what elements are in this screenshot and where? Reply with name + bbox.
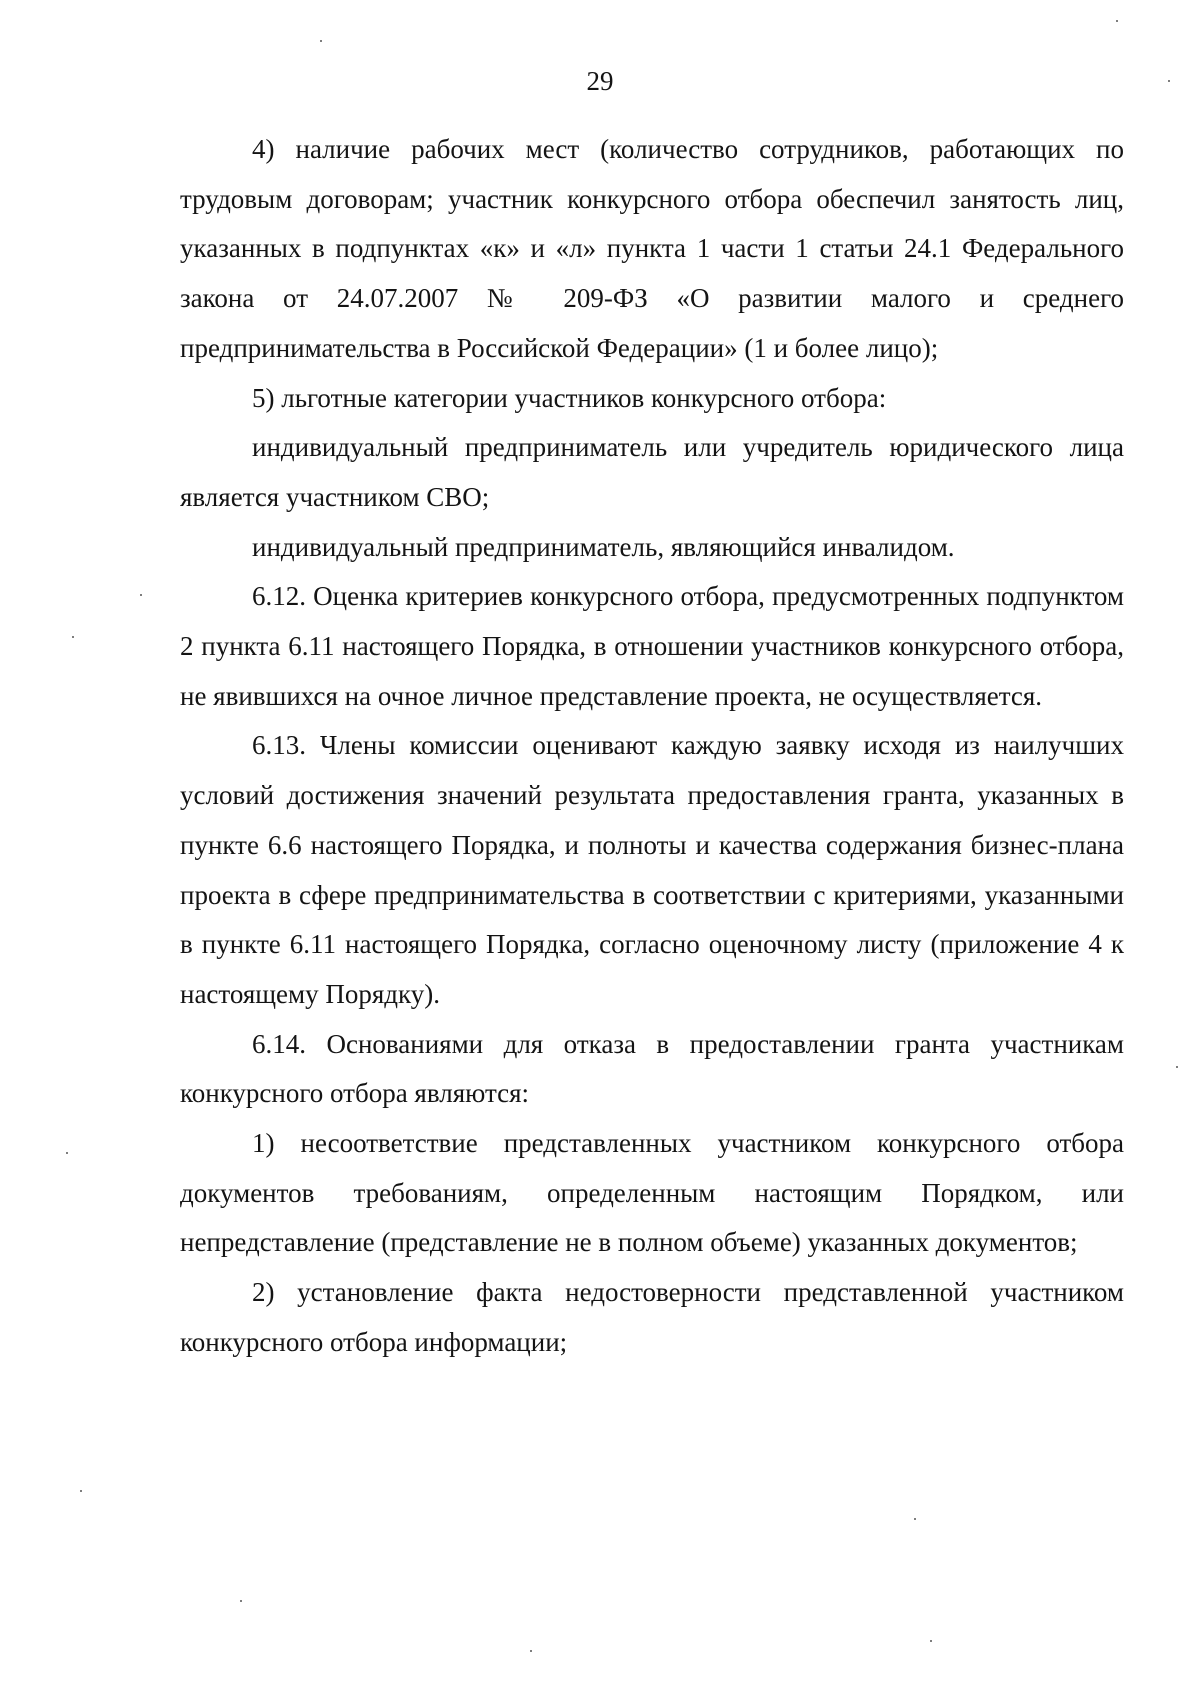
scan-speck [930,1640,932,1642]
page-number: 29 [586,66,614,96]
scan-speck [140,594,142,596]
paragraph-item-5-preferential-categories: 5) льготные категории участников конкурсного отбора: [252,382,887,413]
scan-speck [80,1490,82,1492]
scan-speck [1116,20,1118,22]
paragraph-item-4-workplaces: 4) наличие рабочих мест (количество сотрудников, работающих по трудовым договорам; участник конкурсного отбора обеспечил занятость лиц, указанных в подпунктах «к» и «л» пункта 1 части 1 статьи 24.1 Федерального закона от 24.07.2007 № 209-ФЗ «О развитии малого и среднего предпринимательства в Российской Федерации» (1 и более лицо); [180,134,1124,363]
paragraph-6-13: 6.13. Члены комиссии оценивают каждую заявку исходя из наилучших условий достижения значений результата предоставления гранта, указанных в пункте 6.6 настоящего Порядка, и полноты и качества содержания бизнес-плана проекта в сфере предпринимательства в соответствии с критериями, указанными в пункте 6.11 настоящего Порядка, согласно оценочному листу (приложение 4 к настоящему Порядку). [180,730,1124,1009]
scan-speck [320,40,322,42]
scan-speck [1176,1066,1178,1068]
paragraph-svo-participant: индивидуальный предприниматель или учредитель юридического лица является участником СВО; [180,432,1124,512]
scan-speck [914,1518,916,1520]
paragraph-refusal-ground-2: 2) установление факта недостоверности представленной участником конкурсного отбора информации; [180,1277,1124,1357]
paragraph-6-12: 6.12. Оценка критериев конкурсного отбора, предусмотренных подпунктом 2 пункта 6.11 настоящего Порядка, в отношении участников конкурсного отбора, не явившихся на очное личное представление проекта, не осуществляется. [180,581,1124,711]
document-body [180,125,1124,1368]
scan-speck [530,1650,532,1652]
scan-speck [240,1600,242,1602]
scan-speck [66,1152,68,1154]
paragraph-disabled-entrepreneur: индивидуальный предприниматель, являющийся инвалидом. [252,531,955,562]
paragraph-refusal-ground-1: 1) несоответствие представленных участником конкурсного отбора документов требованиям, определенным настоящим Порядком, или непредставление (представление не в полном объеме) указанных документов; [180,1128,1124,1258]
scan-speck [1168,80,1170,82]
scan-speck [72,636,74,638]
paragraph-6-14: 6.14. Основаниями для отказа в предоставлении гранта участникам конкурсного отбора являются: [180,1028,1124,1109]
